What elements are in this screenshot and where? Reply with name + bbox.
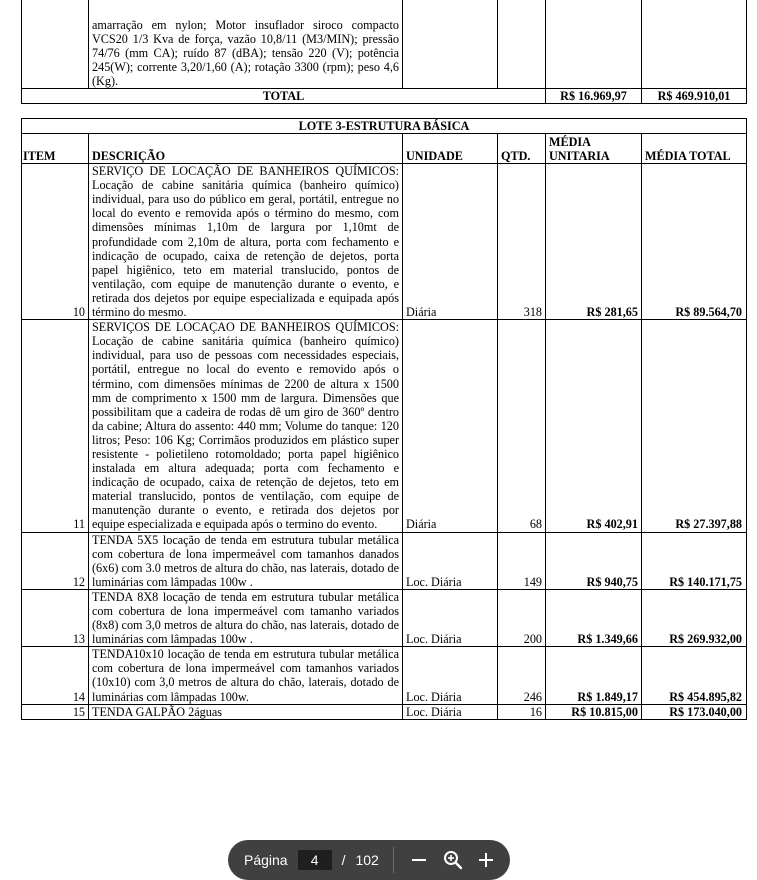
qtd-cell — [498, 0, 546, 89]
header-row — [22, 134, 747, 164]
table-row — [22, 704, 747, 719]
header-unidade: UNIDADE — [403, 134, 498, 164]
item-number: 12 — [22, 532, 89, 589]
previous-lot-table — [21, 0, 747, 104]
zoom-button[interactable] — [443, 848, 463, 872]
item-media-unitaria: R$ 1.349,66 — [546, 589, 642, 646]
item-qtd: 16 — [498, 704, 546, 719]
item-description: TENDA 5X5 locação de tenda em estrutura tubular metálica com cobertura de lona impermeável com tamanhos danados (6x6) com 3.0 metros de altura do chão, nas laterais, dotado de luminárias com lâmpadas 100w . — [89, 532, 403, 589]
header-qtd: QTD. — [498, 134, 546, 164]
item-qtd: 68 — [498, 320, 546, 532]
item-media-total: R$ 140.171,75 — [642, 532, 747, 589]
item-media-total: R$ 27.397,88 — [642, 320, 747, 532]
lote-title: LOTE 3-ESTRUTURA BÁSICA — [22, 119, 747, 134]
plus-icon — [477, 851, 495, 869]
item-media-total: R$ 89.564,70 — [642, 164, 747, 320]
item-media-unitaria: R$ 10.815,00 — [546, 704, 642, 719]
header-item: ITEM — [22, 134, 89, 164]
table-row — [22, 164, 747, 320]
unit-cell — [403, 0, 498, 89]
previous-lot-total-row — [22, 89, 747, 104]
item-media-unitaria: R$ 402,91 — [546, 320, 642, 532]
item-unit: Diária — [403, 320, 498, 532]
minus-icon — [410, 851, 428, 869]
zoom-magnifier-icon — [443, 850, 463, 870]
item-number: 11 — [22, 320, 89, 532]
item-number: 14 — [22, 647, 89, 704]
lote-3-table — [21, 118, 747, 720]
item-number: 13 — [22, 589, 89, 646]
item-media-unitaria: R$ 281,65 — [546, 164, 642, 320]
description-cell: amarração em nylon; Motor insuflador siroco compacto VCS20 1/3 Kva de força, vazão 10,8/11 (M3/MIN); pressão 74/76 (mm CA); ruído 87 (dBA); tensão 220 (V); potência 245(W); corrente 3,20/1,60 (A); rotação 3300 (rpm); peso 4,6 (Kg). — [89, 0, 403, 89]
item-qtd: 246 — [498, 647, 546, 704]
item-media-unitaria: R$ 1.849,17 — [546, 647, 642, 704]
item-description: SERVIÇO DE LOCAÇÃO DE BANHEIROS QUÍMICOS: Locação de cabine sanitária química (banheiro químico) individual, para uso do público em geral, portátil, entregue no local do evento e removida após o término do mesmo, com dimensões mínimas 1,10m de largura por 1,10mt de profundidade com 2,10m de altura, porta com fechamento e indicação de ocupado, caixa de retenção de dejetos, porta papel higiênico, teto em material translucido, pontos de ventilação, com equipe de manutenção durante o evento, e retirada dos dejetos por equipe especializada e equipada após término do mesmo. — [89, 164, 403, 320]
table-row — [22, 589, 747, 646]
item-unit: Loc. Diária — [403, 647, 498, 704]
item-qtd: 149 — [498, 532, 546, 589]
total-pages: 102 — [355, 852, 379, 868]
header-descricao: DESCRIÇÃO — [89, 134, 403, 164]
total-media-total: R$ 469.910,01 — [642, 89, 747, 104]
item-media-total: R$ 173.040,00 — [642, 704, 747, 719]
item-description: TENDA GALPÃO 2águas — [89, 704, 403, 719]
unit-price-cell — [546, 0, 642, 89]
item-unit: Loc. Diária — [403, 704, 498, 719]
zoom-in-button[interactable] — [477, 848, 496, 872]
item-unit: Diária — [403, 164, 498, 320]
item-description: TENDA 8X8 locação de tenda em estrutura tubular metálica com cobertura de lona impermeável com tamanho variados (8x8) com 3,0 metros de altura do chão, nas laterais, dotado de luminárias com lâmpadas 100w . — [89, 589, 403, 646]
header-media-total: MÉDIA TOTAL — [642, 134, 747, 164]
zoom-out-button[interactable] — [410, 848, 429, 872]
item-qtd: 318 — [498, 164, 546, 320]
item-media-total: R$ 269.932,00 — [642, 589, 747, 646]
item-qtd: 200 — [498, 589, 546, 646]
total-media-unitaria: R$ 16.969,97 — [546, 89, 642, 104]
item-media-unitaria: R$ 940,75 — [546, 532, 642, 589]
item-description: SERVIÇOS DE LOCAÇAO DE BANHEIROS QUÍMICOS: Locação de cabine sanitária química (banheiro químico) individual, para uso de pessoas com necessidades especiais, portátil, entregue no local do evento e removido após o término, com dimensões mínimas de 2200 de altura x 1500 mm de comprimento x 1500 mm de largura. Dimensões que possibilitam que a cadeira de rodas dê um giro de 360º dentro da cabine; Altura do assento: 440 mm; Volume do tanque: 120 litros; Peso: 106 Kg; Corrimãos produzidos em plástico super resistente - polietileno rotomoldado; porta papel higiênico instalada em altura adequada; porta com fechamento e indicação de ocupado, caixa de retenção de dejetos, teto em material translucido, pontos de ventilação, com equipe de manutenção durante o evento, e retirada dos dejetos por equipe especializada e equipada após o termino do evento. — [89, 320, 403, 532]
page-label: Página — [244, 852, 288, 868]
item-cell — [22, 0, 89, 89]
current-page-input[interactable] — [298, 850, 332, 870]
toolbar-divider — [393, 847, 394, 873]
header-media-unitaria: MÉDIA UNITARIA — [546, 134, 642, 164]
item-media-total: R$ 454.895,82 — [642, 647, 747, 704]
table-row — [22, 320, 747, 532]
item-number: 10 — [22, 164, 89, 320]
total-price-cell — [642, 0, 747, 89]
page-separator: / — [341, 852, 346, 868]
item-description: TENDA10x10 locação de tenda em estrutura tubular metálica com cobertura de lona impermeável com tamanhos variados (10x10) com 3,0 metros de altura do chão, laterais, dotado de luminárias com lâmpadas 100w. — [89, 647, 403, 704]
table-row — [22, 647, 747, 704]
lote-title-row — [22, 119, 747, 134]
item-unit: Loc. Diária — [403, 589, 498, 646]
previous-lot-last-row — [22, 0, 747, 89]
item-unit: Loc. Diária — [403, 532, 498, 589]
pdf-viewer-toolbar — [228, 840, 510, 880]
total-label: TOTAL — [22, 89, 546, 104]
item-number: 15 — [22, 704, 89, 719]
table-row — [22, 532, 747, 589]
